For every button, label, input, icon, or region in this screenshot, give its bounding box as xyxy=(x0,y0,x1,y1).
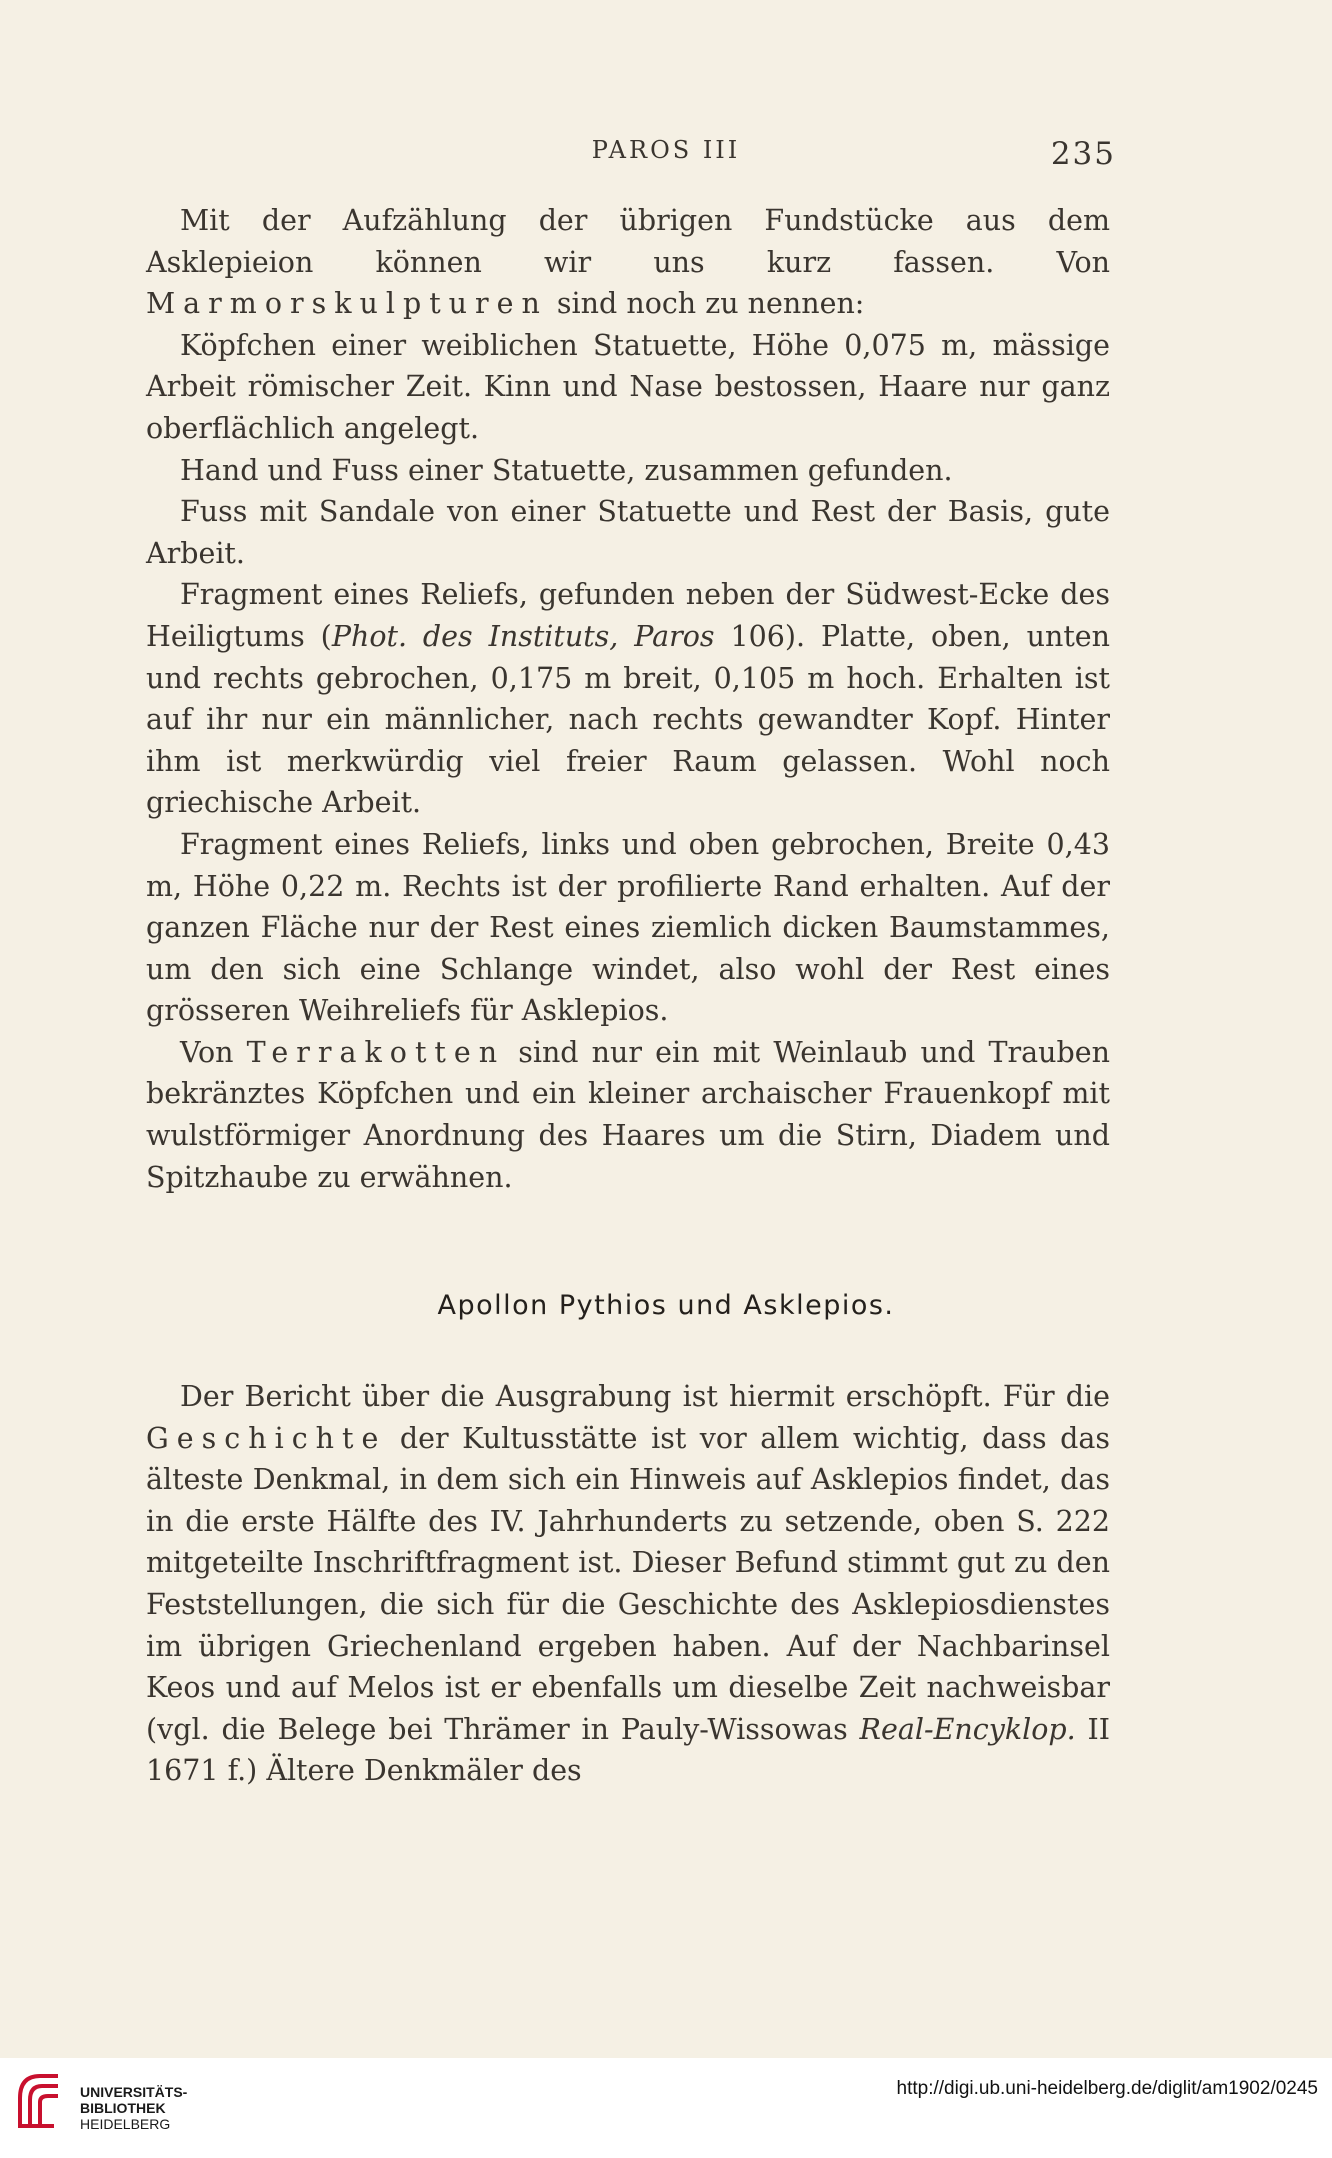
paragraph xyxy=(146,574,1110,824)
spaced-emphasis: Geschichte xyxy=(146,1421,387,1455)
body-text-lower xyxy=(146,1376,1110,1792)
spaced-emphasis: Marmorskulpturen xyxy=(146,287,548,321)
text-run: Der Bericht über die Ausgrabung ist hiermit erschöpft. Für die xyxy=(180,1380,1110,1413)
text-run: Von xyxy=(180,1035,247,1069)
source-url-link[interactable]: http://digi.ub.uni-heidelberg.de/diglit/am1902/0245 xyxy=(896,2078,1318,2099)
footer-bar xyxy=(0,2058,1332,2158)
text-run: der Kultusstätte ist vor allem wichtig, dass das älteste Denkmal, in dem sich ein Hinweis auf Asklepios findet, das in die erste Hälfte des IV. Jahrhunderts zu setzende, oben S. 222 mitgeteilte Inschriftfragment ist. Dieser Befund stimmt gut zu den Feststellungen, die sich für die Geschichte des Asklepiosdienstes im übrigen Griechenland ergeben haben. Auf der Nachbarinsel Keos und auf Melos ist er ebenfalls um dieselbe Zeit nachweisbar (vgl. die Belege bei Thrämer in Pauly-Wissowas xyxy=(146,1421,1110,1746)
paragraph: Fragment eines Reliefs, links und oben gebrochen, Breite 0,43 m, Höhe 0,22 m. Rechts ist der profilierte Rand erhalten. Auf der ganzen Fläche nur der Rest eines ziemlich dicken Baumstammes, um den sich eine Schlange windet, also wohl der Rest eines grösseren Weihreliefs für Asklepios. xyxy=(146,827,1110,1028)
text-run: Mit der Aufzählung der übrigen Fundstücke aus dem Asklepieion können wir uns kurz fassen. Von xyxy=(146,204,1110,279)
italic-citation: Real-Encyklop. xyxy=(859,1712,1076,1746)
page-number: 235 xyxy=(1050,136,1116,172)
paragraph: Hand und Fuss einer Statuette, zusammen gefunden. xyxy=(180,453,953,487)
paragraph: Fuss mit Sandale von einer Statuette und Rest der Basis, gute Arbeit. xyxy=(146,495,1110,570)
running-head: PAROS III xyxy=(591,136,741,164)
paragraph: Köpfchen einer weiblichen Statuette, Höhe 0,075 m, mässige Arbeit römischer Zeit. Kinn und Nase bestossen, Haare nur ganz oberflächlich angelegt. xyxy=(146,328,1110,445)
text-run: Fragment eines Reliefs, gefunden neben der Südwest-Ecke des Heiligtums ( xyxy=(146,578,1110,653)
paragraph xyxy=(146,1032,1110,1198)
text-run: 106). Platte, oben, unten und rechts gebrochen, 0,175 m breit, 0,105 m hoch. Erhalten ist auf ihr nur ein männlicher, nach rechts gewandter Kopf. Hinter ihm ist merkwürdig viel freier Raum gelassen. Wohl noch griechische Arbeit. xyxy=(146,619,1110,820)
text-run: sind noch zu nennen: xyxy=(547,287,865,321)
body-text-upper xyxy=(146,200,1110,1198)
library-logo-icon[interactable] xyxy=(14,2068,64,2132)
paragraph xyxy=(146,200,1110,325)
section-heading: Apollon Pythios und Asklepios. xyxy=(437,1290,895,1321)
text-run: sind nur ein mit Weinlaub und Trauben bekränztes Köpfchen und ein kleiner archaischer Frauenkopf mit wulstförmiger Anordnung des Haares um die Stirn, Diadem und Spitzhaube zu erwähnen. xyxy=(146,1035,1110,1194)
paragraph xyxy=(146,1376,1110,1792)
library-name xyxy=(80,2084,187,2132)
library-name-line: BIBLIOTHEK xyxy=(80,2100,166,2116)
text-run: II 1671 f.) Ältere Denkmäler des xyxy=(146,1712,1111,1788)
library-name-line: UNIVERSITÄTS- xyxy=(80,2084,188,2100)
library-name-line: HEIDELBERG xyxy=(80,2116,171,2132)
spaced-emphasis: Terrakotten xyxy=(246,1035,506,1069)
italic-citation: Phot. des Instituts, Paros xyxy=(331,619,715,653)
